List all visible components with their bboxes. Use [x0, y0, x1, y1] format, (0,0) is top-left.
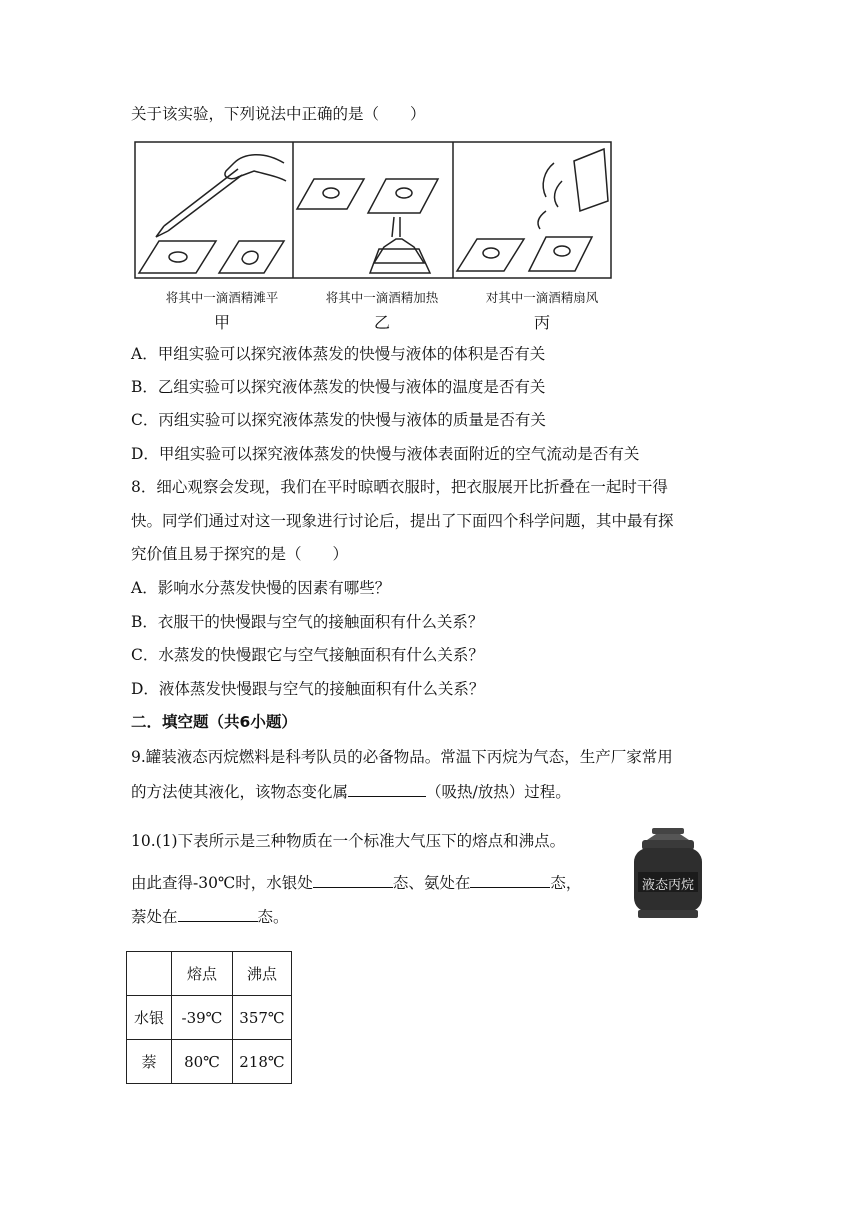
section-prefix: 二．填空题（共	[131, 712, 240, 731]
q8-stem-line3: 究价值且易于探究的是（ ）	[131, 545, 349, 563]
tank-label: 液态丙烷	[641, 878, 694, 893]
q10-text-a: 由此查得-30℃时，水银处	[131, 874, 313, 892]
caption-jia: 将其中一滴酒精滩平	[165, 290, 279, 305]
row-boiling: 218℃	[233, 1040, 292, 1084]
q8-option-a: A．影响水分蒸发快慢的因素有哪些？	[131, 579, 391, 597]
q10-line3	[131, 905, 289, 927]
slide-pair-3	[457, 237, 592, 271]
melting-boiling-table	[126, 951, 292, 1084]
q7-option-a: A．甲组实验可以探究液体蒸发的快慢与液体的体积是否有关	[131, 345, 546, 363]
row-boiling: 357℃	[233, 996, 292, 1040]
table-row	[127, 996, 292, 1040]
row-melting: 80℃	[172, 1040, 233, 1084]
q7-option-b: B．乙组实验可以探究液体蒸发的快慢与液体的温度是否有关	[131, 378, 546, 396]
group-jia: 甲	[213, 313, 230, 332]
section-suffix: 小题）	[250, 712, 297, 731]
row-substance: 萘	[127, 1040, 172, 1084]
caption-yi: 将其中一滴酒精加热	[325, 290, 439, 305]
fan-illustration	[538, 149, 608, 229]
q9-line2	[131, 780, 571, 802]
table-row	[127, 1040, 292, 1084]
q10-line1: 10.(1)下表所示是三种物质在一个标准大气压下的熔点和沸点。	[131, 832, 566, 850]
q10-blank-naphthalene[interactable]	[178, 905, 258, 922]
q8-option-c: C．水蒸发的快慢跟它与空气接触面积有什么关系？	[131, 646, 484, 664]
q10-text-c: 态，	[550, 874, 582, 892]
group-bing: 丙	[533, 313, 550, 332]
q10-text-b: 态、氨处在	[392, 874, 471, 892]
section-count: 6	[239, 713, 251, 731]
q9-answer-blank[interactable]	[348, 780, 426, 797]
q7-option-d: D．甲组实验可以探究液体蒸发的快慢与液体表面附近的空气流动是否有关	[131, 445, 640, 463]
table-corner-cell	[127, 952, 172, 996]
question-intro: 关于该实验，下列说法中正确的是（ ）	[131, 105, 426, 123]
q8-option-d: D．液体蒸发快慢跟与空气的接触面积有什么关系？	[131, 680, 485, 698]
experiment-figure	[134, 141, 612, 281]
table-header-row	[127, 952, 292, 996]
propane-tank-image	[630, 826, 706, 920]
caption-bing: 对其中一滴酒精扇风	[485, 290, 599, 305]
alcohol-burner	[370, 217, 430, 273]
q10-blank-mercury[interactable]	[313, 871, 393, 888]
q9-text-a: 的方法使其液化，该物态变化属	[131, 783, 349, 801]
row-melting: -39℃	[172, 996, 233, 1040]
slide-pair-2	[297, 179, 438, 213]
q10-text-e: 态。	[257, 908, 289, 926]
q8-stem-line1: 8．细心观察会发现，我们在平时晾晒衣服时，把衣服展开比折叠在一起时干得	[131, 478, 668, 496]
q7-option-c: C．丙组实验可以探究液体蒸发的快慢与液体的质量是否有关	[131, 411, 546, 429]
row-substance: 水银	[127, 996, 172, 1040]
section-heading	[131, 712, 297, 732]
group-yi: 乙	[373, 313, 390, 332]
q8-stem-line2: 快。同学们通过对这一现象进行讨论后，提出了下面四个科学问题，其中最有探	[131, 512, 674, 530]
dropper-illustration	[156, 155, 286, 237]
q10-blank-ammonia[interactable]	[470, 871, 550, 888]
header-melting-point: 熔点	[172, 952, 233, 996]
q9-line1: 9.罐装液态丙烷燃料是科考队员的必备物品。常温下丙烷为气态，生产厂家常用	[131, 748, 673, 766]
q9-text-b: （吸热/放热）过程。	[426, 783, 571, 801]
slide-pair-1	[139, 241, 284, 273]
q10-line2	[131, 871, 581, 893]
q8-option-b: B．衣服干的快慢跟与空气的接触面积有什么关系？	[131, 613, 484, 631]
header-boiling-point: 沸点	[233, 952, 292, 996]
q10-text-d: 萘处在	[131, 908, 178, 926]
